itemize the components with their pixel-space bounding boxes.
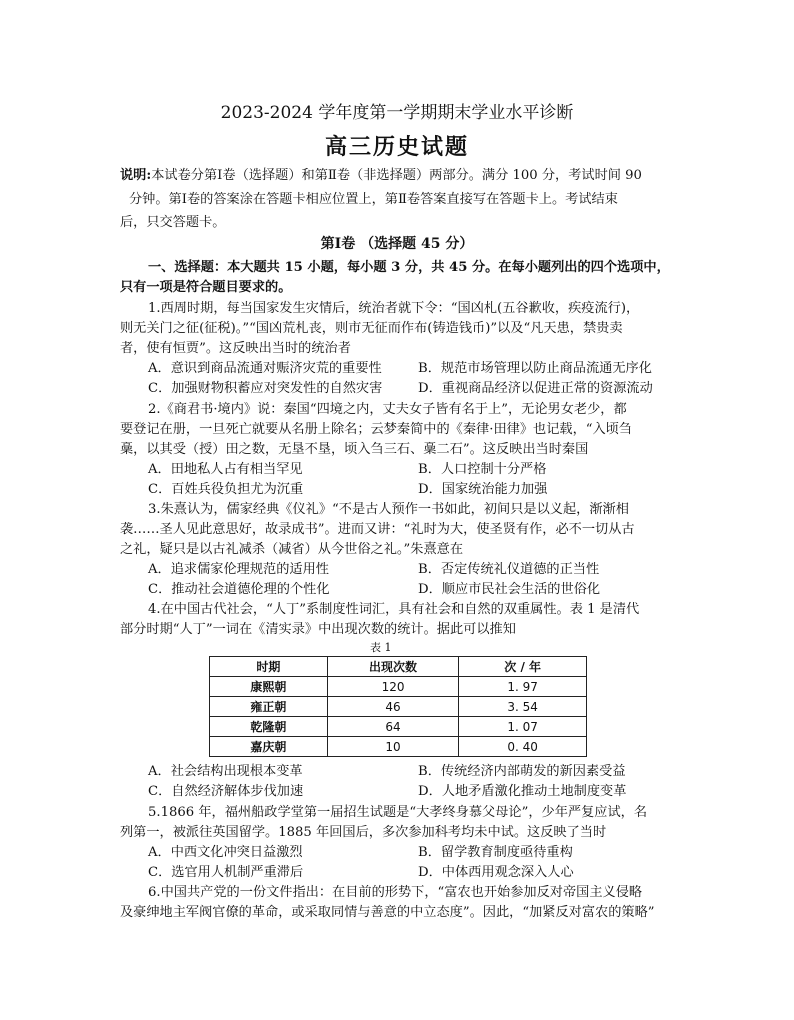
question-1-option-d[interactable]: D．重视商品经济以促进正常的资源流动 (418, 381, 653, 396)
subject-title: 高三历史试题 (324, 134, 469, 160)
table-row (210, 737, 587, 757)
question-3-option-d[interactable]: D．顺应市民社会生活的世俗化 (418, 582, 601, 597)
question-2-line-2: 要登记在册，一旦死亡就要从名册上除名；云梦秦简中的《秦律·田律》也记载，“入顷刍 (120, 422, 633, 437)
question-5-option-b[interactable]: B．留学教育制度亟待重构 (418, 845, 573, 860)
table-header-cell: 时期 (210, 657, 328, 677)
question-4-line-1: 4.在中国古代社会，“人丁”系制度性词汇，具有社会和自然的双重属性。表 1 是清代 (148, 602, 640, 617)
question-6-line-1: 6.中国共产党的一份文件指出：在目前的形势下，“富农也开始参加反对帝国主义侵略 (148, 885, 643, 900)
question-2-option-b[interactable]: B．人口控制十分严格 (418, 462, 547, 477)
question-3-line-3: 之礼，疑只是以古礼减杀（减省）从今世俗之礼。”朱熹意在 (120, 542, 464, 557)
question-2-option-c[interactable]: C．百姓兵役负担尤为沉重 (148, 482, 304, 497)
question-1-option-a[interactable]: A．意识到商品流通对赈济灾荒的重要性 (148, 361, 382, 376)
table-cell: 1. 07 (459, 717, 587, 737)
exam-title: 2023-2024 学年度第一学期期末学业水平诊断 (220, 103, 574, 123)
table-header-cell: 次 / 年 (459, 657, 587, 677)
question-1-line-1: 1.西周时期，每当国家发生灾情后，统治者就下令：“国凶札(五谷歉收，疾疫流行)， (148, 301, 640, 316)
question-4-option-c[interactable]: C．自然经济解体步伐加速 (148, 784, 304, 799)
question-5-line-2: 列第一，被派往英国留学。1885 年回国后，多次参加科考均未中试。这反映了当时 (120, 825, 607, 840)
instructions-line-2: 分钟。第Ⅰ卷的答案涂在答题卡相应位置上，第Ⅱ卷答案直接写在答题卡上。考试结束 (129, 192, 618, 207)
question-2-option-a[interactable]: A．田地私人占有相当罕见 (148, 462, 303, 477)
table-cell: 雍正朝 (210, 697, 328, 717)
table-row (210, 697, 587, 717)
section-intro-line-2: 只有一项是符合题目要求的。 (120, 280, 292, 295)
table-row (210, 717, 587, 737)
question-3-line-2: 袭……圣人见此意思好，故录成书”。进而又讲：“礼时为大，使圣贤有作，必不一切从古 (120, 522, 635, 537)
question-2-line-1: 2.《商君书·境内》说：秦国“四境之内，丈夫女子皆有名于上”，无论男女老少，都 (148, 402, 627, 417)
table-cell: 乾隆朝 (210, 717, 328, 737)
question-1-option-c[interactable]: C．加强财物积蓄应对突发性的自然灾害 (148, 381, 383, 396)
table-1 (209, 656, 587, 757)
question-1-option-b[interactable]: B．规范市场管理以防止商品流通无序化 (418, 361, 652, 376)
section-title: 第Ⅰ卷 （选择题 45 分） (320, 236, 474, 252)
table-header-cell: 出现次数 (327, 657, 459, 677)
table-cell: 46 (327, 697, 459, 717)
table-cell: 3. 54 (459, 697, 587, 717)
table-cell: 1. 97 (459, 677, 587, 697)
question-2-option-d[interactable]: D．国家统治能力加强 (418, 482, 548, 497)
table-cell: 嘉庆朝 (210, 737, 328, 757)
question-1-line-3: 者，使有恒贾”。这反映出当时的统治者 (120, 341, 351, 356)
question-3-option-c[interactable]: C．推动社会道德伦理的个性化 (148, 582, 330, 597)
question-1-line-2: 则无关门之征(征税)。”“国凶荒札丧，则市无征而作布(铸造钱币)”以及“凡天患，禁贵卖 (120, 321, 623, 336)
question-3-option-b[interactable]: B．否定传统礼仪道德的正当性 (418, 562, 600, 577)
table-cell: 120 (327, 677, 459, 697)
question-4-option-a[interactable]: A．社会结构出现根本变革 (148, 764, 303, 779)
question-2-line-3: 稾，以其受（授）田之数，无垦不垦，顷入刍三石、稾二石”。这反映出当时秦国 (120, 442, 589, 457)
table-cell: 0. 40 (459, 737, 587, 757)
question-5-line-1: 5.1866 年，福州船政学堂第一届招生试题是“大孝终身慕父母论”，少年严复应试，名 (148, 805, 648, 820)
table-cell: 康熙朝 (210, 677, 328, 697)
table-row (210, 677, 587, 697)
section-intro-line-1: 一、选择题：本大题共 15 小题，每小题 3 分，共 45 分。在每小题列出的四个选项中， (148, 260, 670, 275)
instructions-line-3: 后，只交答题卡。 (120, 215, 226, 230)
question-3-option-a[interactable]: A．追求儒家伦理规范的适用性 (148, 562, 329, 577)
table-cell: 10 (327, 737, 459, 757)
question-4-option-b[interactable]: B．传统经济内部萌发的新因素受益 (418, 764, 626, 779)
question-4-line-2: 部分时期“人丁”一词在《清实录》中出现次数的统计。据此可以推知 (120, 622, 516, 637)
question-5-option-c[interactable]: C．选官用人机制严重滞后 (148, 865, 304, 880)
instructions-label: 说明: (120, 168, 152, 183)
question-3-line-1: 3.朱熹认为，儒家经典《仪礼》“不是古人预作一书如此，初间只是以义起，渐渐相 (148, 502, 629, 517)
instructions-line-1: 说明:本试卷分第Ⅰ卷（选择题）和第Ⅱ卷（非选择题）两部分。满分 100 分，考试时间 90 (120, 168, 642, 183)
question-5-option-a[interactable]: A．中西文化冲突日益激烈 (148, 845, 303, 860)
table-cell: 64 (327, 717, 459, 737)
table-header-row (210, 657, 587, 677)
question-5-option-d[interactable]: D．中体西用观念深入人心 (418, 865, 574, 880)
question-6-line-2: 及豪绅地主军阀官僚的革命，或采取同情与善意的中立态度”。因此，“加紧反对富农的策略” (120, 905, 655, 920)
question-4-option-d[interactable]: D．人地矛盾激化推动土地制度变革 (418, 784, 627, 799)
table-1-caption: 表 1 (370, 641, 392, 654)
